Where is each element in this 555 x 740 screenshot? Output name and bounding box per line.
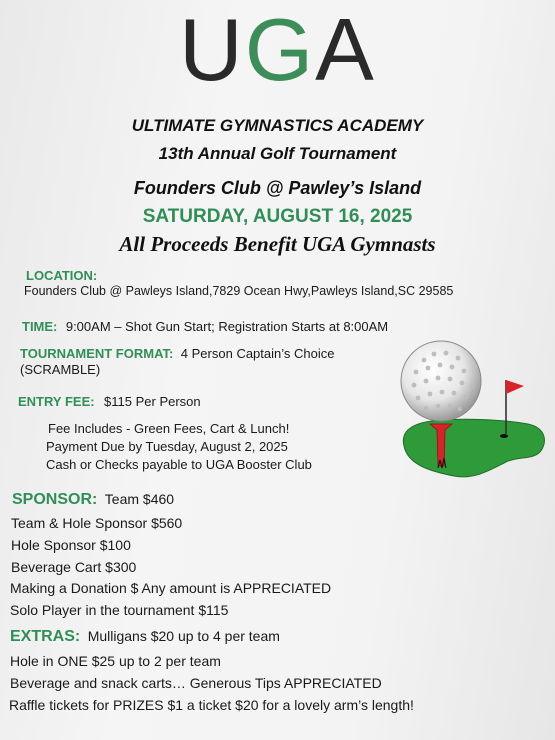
location-value: Founders Club @ Pawleys Island,7829 Ocean Hwy,Pawleys Island,SC 29585 [24,284,454,298]
sponsor-label: SPONSOR: [12,491,98,508]
entry-row [18,393,201,411]
time-value: 9:00AM – Shot Gun Start; Registration Starts at 8:00AM [65,319,389,334]
entry-label: ENTRY FEE: [18,394,95,409]
extras-item: Hole in ONE $25 up to 2 per team [10,653,221,669]
time-label: TIME: [22,319,58,334]
logo-letter-g: G [244,0,316,99]
logo-letter-a: A [315,0,376,99]
format-row [20,345,334,363]
entry-detail: Payment Due by Tuesday, August 2, 2025 [46,439,288,454]
golf-ball-on-tee-icon [396,338,548,482]
golf-ball [401,341,481,421]
format-value: 4 Person Captain’s Choice [180,346,335,361]
sponsor-item: Team & Hole Sponsor $560 [11,515,183,531]
event-date: SATURDAY, AUGUST 16, 2025 [142,206,413,227]
entry-detail: Cash or Checks payable to UGA Booster Club [46,457,312,472]
sponsor-row [12,491,174,509]
venue: Founders Club @ Pawley’s Island [133,178,422,198]
format-value-2: (SCRAMBLE) [20,362,101,377]
org-name: ULTIMATE GYMNASTICS ACADEMY [131,116,424,135]
proceeds-line: All Proceeds Benefit UGA Gymnasts [119,232,436,256]
sponsor-item: Team $460 [104,491,175,507]
uga-logo [0,2,555,98]
entry-detail: Fee Includes - Green Fees, Cart & Lunch! [48,421,290,436]
sponsor-item: Beverage Cart $300 [11,559,137,575]
extras-item: Beverage and snack carts… Generous Tips APPRECIATED [10,675,382,691]
sponsor-item: Making a Donation $ Any amount is APPRECIATED [10,580,332,596]
extras-label: EXTRAS: [10,628,81,645]
time-row [22,318,388,336]
entry-value: $115 Per Person [104,394,201,409]
format-label: TOURNAMENT FORMAT: [20,346,174,361]
red-flag [506,380,524,394]
extras-item: Raffle tickets for PRIZES $1 a ticket $20 for a lovely arm’s length! [9,697,414,713]
putting-green [403,419,544,477]
extras-item: Mulligans $20 up to 4 per team [87,628,280,644]
event-name: 13th Annual Golf Tournament [158,144,397,163]
location-label: LOCATION: [26,268,98,283]
sponsor-item: Solo Player in the tournament $115 [10,602,229,618]
sponsor-item: Hole Sponsor $100 [11,537,131,553]
extras-row [10,628,280,646]
golf-hole [500,434,508,438]
logo-letter-u: U [179,0,245,99]
